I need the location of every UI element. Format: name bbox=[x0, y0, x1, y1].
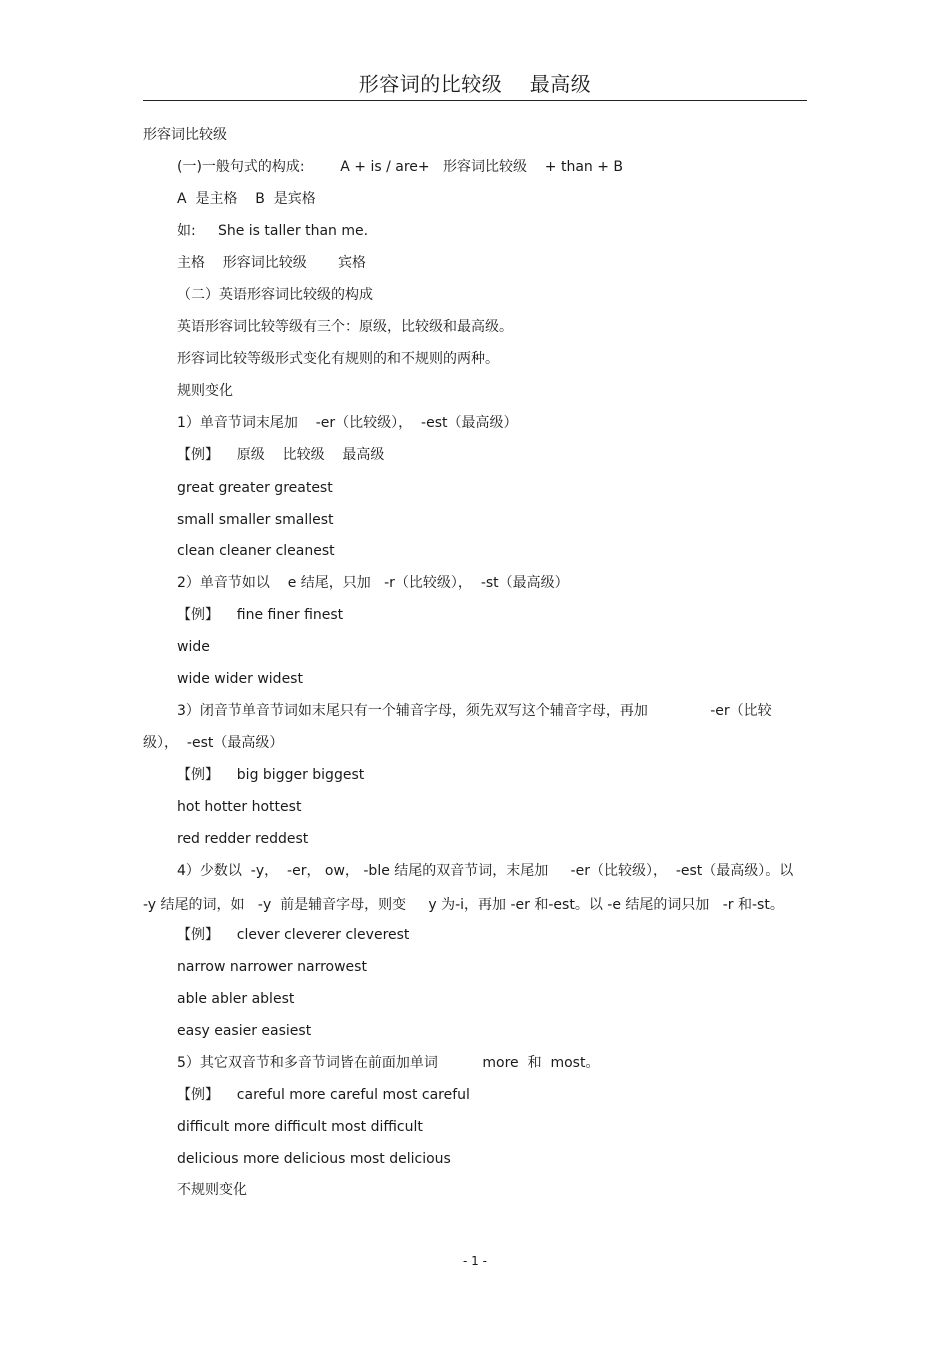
text-line: hot hotter hottest bbox=[177, 799, 302, 815]
section-heading: （二）英语形容词比较级的构成 bbox=[177, 287, 373, 303]
section-heading: 规则变化 bbox=[177, 383, 233, 399]
text-line: narrow narrower narrowest bbox=[177, 959, 367, 975]
rule-line: 3）闭音节单音节词如末尾只有一个辅音字母，须先双写这个辅音字母，再加 -er（比较 bbox=[177, 703, 772, 719]
example-line: 【例】 careful more careful most careful bbox=[177, 1087, 470, 1103]
example-line: 【例】 原级 比较级 最高级 bbox=[177, 447, 385, 463]
rule-line: 2）单音节如以 e 结尾，只加 -r（比较级）， -st（最高级） bbox=[177, 575, 569, 591]
example-line: 【例】 fine finer finest bbox=[177, 607, 344, 623]
title-underline bbox=[143, 100, 807, 101]
section-heading: 形容词比较级 bbox=[143, 127, 227, 143]
text-line: red redder reddest bbox=[177, 831, 309, 847]
text-line: difficult more difficult most difficult bbox=[177, 1119, 423, 1135]
text-line: 如: She is taller than me. bbox=[177, 223, 369, 239]
text-line: easy easier easiest bbox=[177, 1023, 312, 1039]
text-line: A 是主格 B 是宾格 bbox=[177, 191, 316, 207]
text-line: clean cleaner cleanest bbox=[177, 543, 335, 559]
document-title: 形容词的比较级 最高级 bbox=[358, 72, 592, 96]
example-line: 【例】 clever cleverer cleverest bbox=[177, 927, 410, 943]
text-line: great greater greatest bbox=[177, 480, 333, 496]
text-line: delicious more delicious most delicious bbox=[177, 1151, 451, 1167]
text-line: 主格 形容词比较级 宾格 bbox=[177, 255, 366, 271]
text-line: wide bbox=[177, 639, 210, 655]
page-number: - 1 - bbox=[463, 1254, 487, 1268]
section-heading: 不规则变化 bbox=[177, 1182, 247, 1198]
text-line: small smaller smallest bbox=[177, 512, 334, 528]
rule-line-continued: 级）， -est（最高级） bbox=[143, 735, 284, 751]
rule-line-continued: -y 结尾的词，如 -y 前是辅音字母，则变 y 为-i，再加 -er 和-est。以 -e 结尾的词只加 -r 和-st。 bbox=[143, 897, 784, 913]
text-line: wide wider widest bbox=[177, 671, 303, 687]
text-line: (一)一般句式的构成: A + is / are+ 形容词比较级 + than + B bbox=[177, 159, 624, 175]
rule-line: 5）其它双音节和多音节词皆在前面加单词 more 和 most。 bbox=[177, 1055, 600, 1071]
text-line: able abler ablest bbox=[177, 991, 295, 1007]
rule-line: 4）少数以 -y， -er， ow， -ble 结尾的双音节词，末尾加 -er（比较级）， -est（最高级）。以 bbox=[177, 863, 794, 879]
example-line: 【例】 big bigger biggest bbox=[177, 767, 365, 783]
text-line: 英语形容词比较等级有三个：原级，比较级和最高级。 bbox=[177, 319, 513, 335]
text-line: 形容词比较等级形式变化有规则的和不规则的两种。 bbox=[177, 351, 499, 367]
rule-line: 1）单音节词末尾加 -er（比较级）， -est（最高级） bbox=[177, 415, 518, 431]
